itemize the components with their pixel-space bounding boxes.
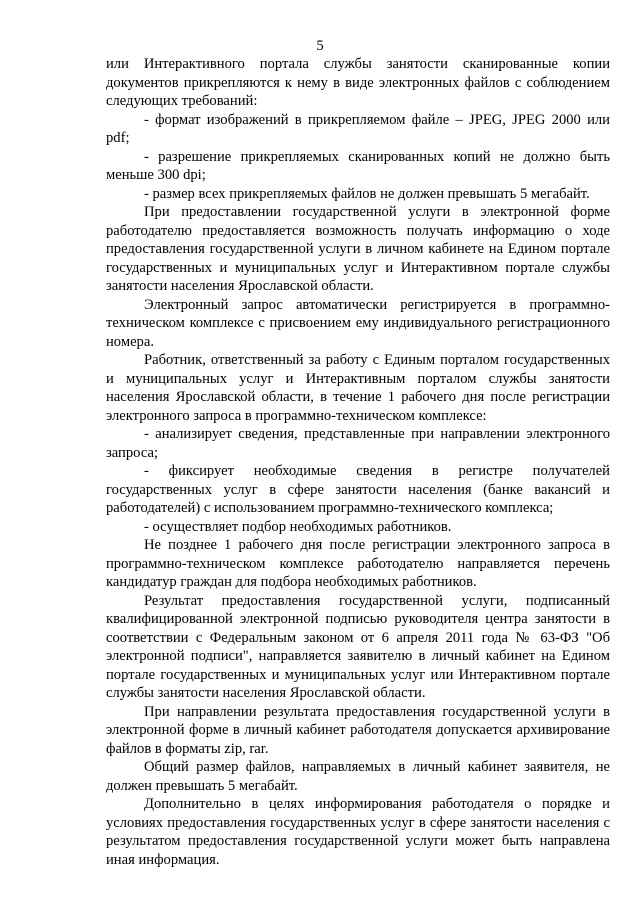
list-item-record: - фиксирует необходимые сведения в регистре получателей государственных услуг в сфере занятости населения (банке вакансий и работодателей) с использованием программно-технического комплекса; <box>106 463 610 516</box>
list-item-selection: - осуществляет подбор необходимых работников. <box>144 518 452 535</box>
paragraph-archiving: При направлении результата предоставления государственной услуги в электронной форме в личный кабинет работодателя допускается архивирование файлов в форматы zip, rar. <box>106 703 610 757</box>
list-item-analyze: - анализирует сведения, представленные при направлении электронного запроса; <box>106 426 610 461</box>
paragraph-status-info: При предоставлении государственной услуги в электронной форме работодателю предоставляется возможность получать информацию о ходе предоставления государственной услуги в личном кабинете на Едином портале государственных и муниципальных услуг и Интерактивном портале службы занятости населения Ярославской области. <box>106 204 610 294</box>
document-body <box>106 55 610 869</box>
list-item-resolution: - разрешение прикрепляемых сканированных копий не должно быть меньше 300 dpi; <box>106 148 610 183</box>
paragraph-total-size: Общий размер файлов, направляемых в личный кабинет заявителя, не должен превышать 5 мегабайт. <box>106 759 610 794</box>
paragraph-auto-registration: Электронный запрос автоматически регистрируется в программно-техническом комплексе с присвоением ему индивидуального регистрационного номера. <box>106 296 610 350</box>
paragraph-responsible-worker: Работник, ответственный за работу с Единым порталом государственных и муниципальных услуг и Интерактивным порталом службы занятости населения Ярославской области, в течение 1 рабочего дня после регистрации электронного запроса в программно-техническом комплексе: <box>106 352 610 424</box>
list-item-file-size: - размер всех прикрепляемых файлов не должен превышать 5 мегабайт. <box>144 185 590 202</box>
paragraph-signed-result: Результат предоставления государственной услуги, подписанный квалифицированной электронной подписью руководителя центра занятости в соответствии с Федеральным законом от 6 апреля 2011 года № 63-ФЗ "Об электронной подписи", направляется заявителю в личный кабинет на Едином портале государственных и муниципальных услуг или Интерактивном портале службы занятости населения Ярославской области. <box>106 592 610 701</box>
paragraph-candidate-list: Не позднее 1 рабочего дня после регистрации электронного запроса в программно-техническом комплексе работодателю направляется перечень кандидатур граждан для подбора необходимых работников. <box>106 537 610 590</box>
list-item-image-format: - формат изображений в прикрепляемом файле – JPEG, JPEG 2000 или pdf; <box>106 111 610 146</box>
paragraph-continuation: или Интерактивного портала службы занятости сканированные копии документов прикрепляются к нему в виде электронных файлов с соблюдением следующих требований: <box>106 56 610 109</box>
page-number: 5 <box>316 38 324 54</box>
paragraph-additional-info: Дополнительно в целях информирования работодателя о порядке и условиях предоставления государственных услуг в сфере занятости населения с результатом предоставления государственной услуги может быть направлена иная информация. <box>106 796 610 868</box>
